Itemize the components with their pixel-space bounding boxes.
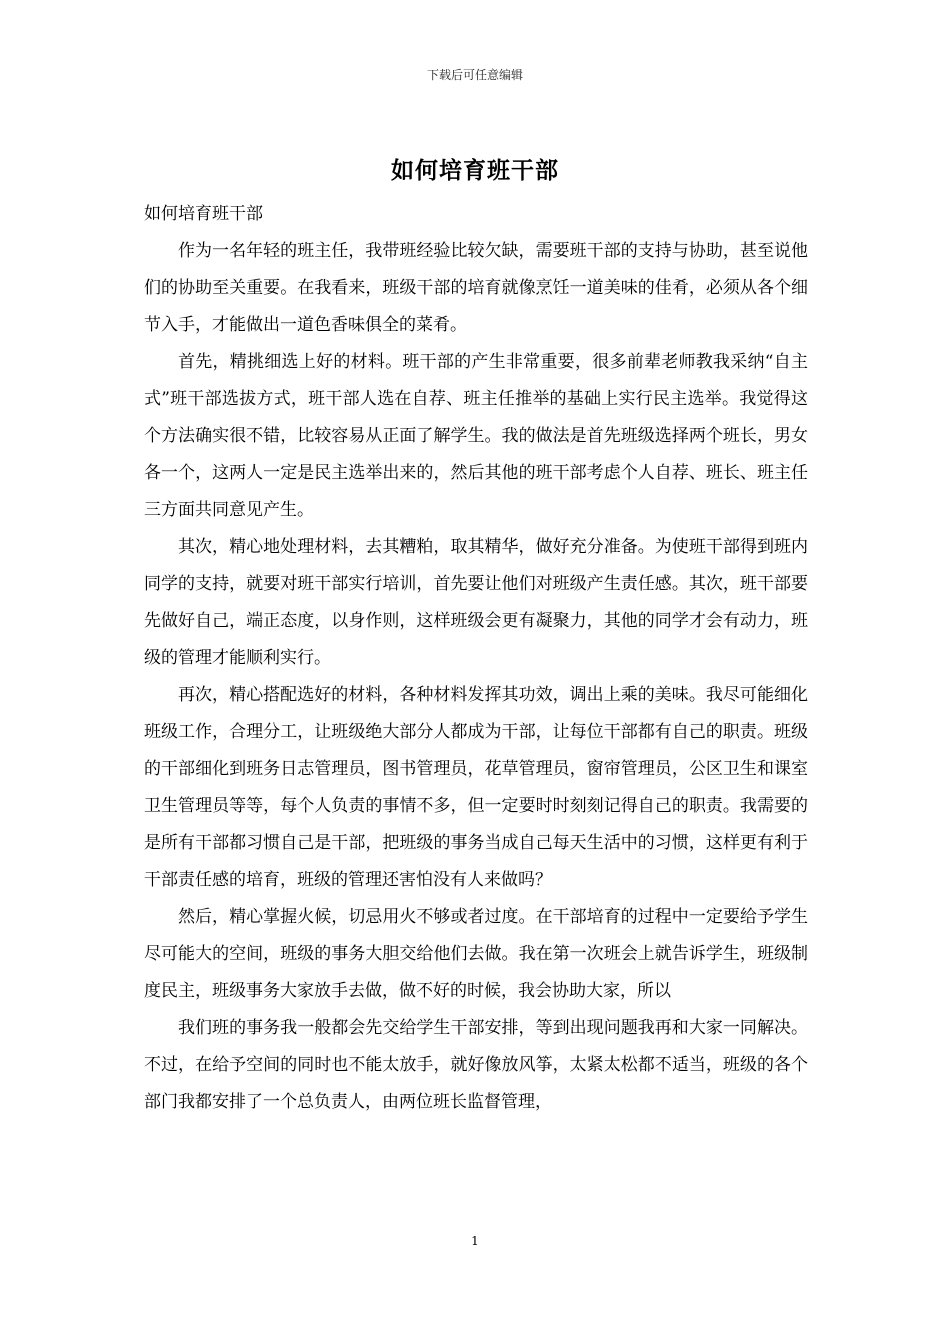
document-subtitle: 如何培育班干部 <box>144 204 263 224</box>
page-header: 下载后可任意编辑 <box>426 68 523 82</box>
page-number: 1 <box>471 1234 479 1248</box>
paragraph-3: 其次，精心地处理材料，去其糟粕，取其精华，做好充分准备。为使班干部得到班内同学的支持，就要对班干部实行培训，首先要让他们对班级产生责任感。其次，班干部要先做好自己，端正态度，以身作则，这样班级会更有凝聚力，其他的同学才会有动力，班级的管理才能顺利实行。 <box>144 537 808 668</box>
paragraph-2: 首先，精挑细选上好的材料。班干部的产生非常重要，很多前辈老师教我采纳“自主式”班干部选拔方式，班干部人选在自荐、班主任推举的基础上实行民主选举。我觉得这个方法确实很不错，比较容易从正面了解学生。我的做法是首先班级选择两个班长，男女各一个，这两人一定是民主选举出来的，然后其他的班干部考虑个人自荐、班长、班主任三方面共同意见产生。 <box>144 352 808 520</box>
paragraph-5: 然后，精心掌握火候，切忌用火不够或者过度。在干部培育的过程中一定要给予学生尽可能大的空间，班级的事务大胆交给他们去做。我在第一次班会上就告诉学生，班级制度民主，班级事务大家放手去做，做不好的时候，我会协助大家，所以 <box>144 907 808 1001</box>
document-body <box>144 196 808 1121</box>
paragraph-6: 我们班的事务我一般都会先交给学生干部安排，等到出现问题我再和大家一同解决。不过，在给予空间的同时也不能太放手，就好像放风筝，太紧太松都不适当，班级的各个部门我都安排了一个总负责人，由两位班长监督管理， <box>144 1018 808 1112</box>
paragraph-1: 作为一名年轻的班主任，我带班经验比较欠缺，需要班干部的支持与协助，甚至说他们的协助至关重要。在我看来，班级干部的培育就像烹饪一道美味的佳肴，必须从各个细节入手，才能做出一道色香味俱全的菜肴。 <box>144 241 808 335</box>
paragraph-4: 再次，精心搭配选好的材料，各种材料发挥其功效，调出上乘的美味。我尽可能细化班级工作，合理分工，让班级绝大部分人都成为干部，让每位干部都有自己的职责。班级的干部细化到班务日志管理员，图书管理员，花草管理员，窗帘管理员，公区卫生和课室卫生管理员等等，每个人负责的事情不多，但一定要时时刻刻记得自己的职责。我需要的是所有干部都习惯自己是干部，把班级的事务当成自己每天生活中的习惯，这样更有利于干部责任感的培育，班级的管理还害怕没有人来做吗？ <box>144 685 808 890</box>
document-title: 如何培育班干部 <box>391 157 559 184</box>
